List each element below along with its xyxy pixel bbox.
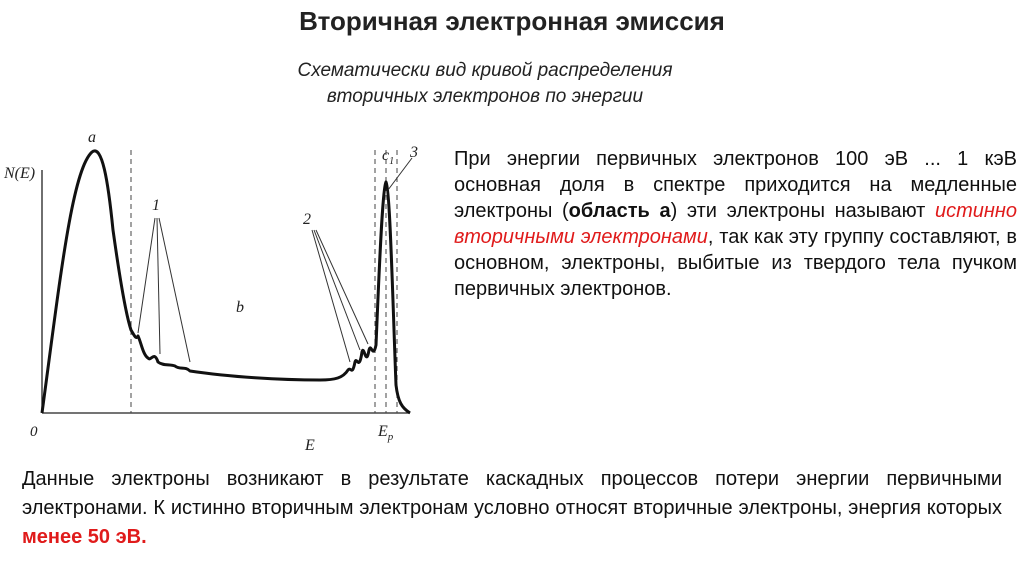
description-text-1: При энергии первичных электронов 100 эВ ... 1 кэВ основная доля в спектре приходится на медленные электроны ( bbox=[454, 148, 1017, 222]
bottom-text: Данные электроны возникают в результате каскадных процессов потери энергии первичными электронами. К истинно вторичным электронам условно относят вторичные электроны, энергия которых bbox=[22, 468, 1002, 519]
region-word: область bbox=[568, 200, 650, 222]
description-paragraph bbox=[454, 146, 1017, 302]
description-text-2 bbox=[650, 200, 660, 222]
bottom-paragraph bbox=[22, 465, 1002, 552]
description-text-3: ) эти электроны называют bbox=[670, 200, 935, 222]
label-2: 2 bbox=[303, 211, 311, 228]
energy-distribution-diagram bbox=[0, 130, 440, 460]
slide-subtitle bbox=[190, 58, 780, 110]
true-secondary-term: истинно вторичными электронами bbox=[454, 200, 1018, 248]
x-axis-label: E bbox=[305, 437, 315, 454]
ep-subscript: p bbox=[387, 431, 394, 443]
region-letter: а bbox=[659, 200, 671, 222]
ep-label: $E_p$ bbox=[378, 423, 394, 443]
peak-c-label: $c_1$ bbox=[382, 147, 395, 167]
peak-c-subscript: 1 bbox=[389, 156, 395, 167]
arrows-1 bbox=[138, 218, 190, 362]
region-b-label: b bbox=[236, 299, 244, 316]
description-text-4: , так как эту группу составляют, в основном, электроны, выбитые из твердого тела пучком первичных электронов. bbox=[454, 226, 1018, 300]
energy-threshold: менее 50 эВ. bbox=[22, 526, 147, 548]
slide-title: Вторичная электронная эмиссия bbox=[299, 6, 725, 36]
origin-label: 0 bbox=[30, 424, 38, 440]
y-axis-label: N(E) bbox=[4, 165, 36, 182]
label-3: 3 bbox=[410, 144, 418, 161]
arrows-2 bbox=[312, 230, 368, 362]
peak-a-label: a bbox=[88, 130, 96, 146]
subtitle-line-2: вторичных электронов по энергии bbox=[326, 86, 644, 107]
subtitle-line-1: Схематически вид кривой распределения bbox=[297, 60, 673, 81]
label-1: 1 bbox=[152, 197, 160, 214]
spectrum-curve bbox=[42, 151, 410, 413]
